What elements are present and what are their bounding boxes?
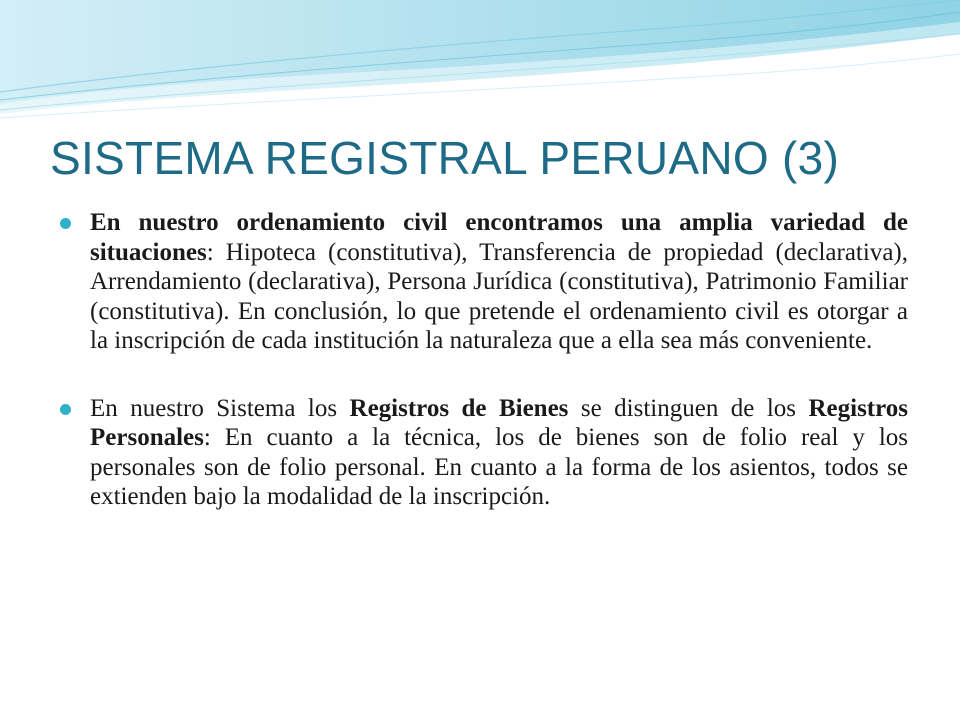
bullet-dot-icon xyxy=(60,404,71,415)
bullet-item-2 xyxy=(60,394,908,512)
bullet-2-text-2: se distinguen de los xyxy=(568,394,809,422)
bullet-1-bold-lead: En nuestro ordenamiento civil encontramos una amplia variedad de situaciones xyxy=(90,209,908,266)
bullet-1-text: : Hipoteca (constitutiva), Transferencia de propiedad (declarativa), Arrendamiento (declarativa), Persona Jurídica (constitutiva), Patrimonio Familiar (constitutiva). En conclusión, lo que pretende el ordenamiento civil es otorgar a la inscripción de cada institución la naturaleza que a ella sea más conveniente. xyxy=(90,238,908,354)
bullet-2-bold-2: Registros Personales xyxy=(90,394,908,451)
bullet-list xyxy=(60,208,908,550)
bullet-2-bold-1: Registros de Bienes xyxy=(349,394,569,422)
decorative-wave-header xyxy=(0,0,960,140)
bullet-dot-icon xyxy=(60,218,71,229)
slide-title: SISTEMA REGISTRAL PERUANO (3) xyxy=(50,132,840,184)
bullet-2-text-3: : En cuanto a la técnica, los de bienes son de folio real y los personales son de folio personal. En cuanto a la forma de los asientos, todos se extienden bajo la modalidad de la inscripción. xyxy=(90,424,908,510)
bullet-item-1 xyxy=(60,208,908,356)
bullet-2-text-1: En nuestro Sistema los xyxy=(90,394,350,422)
